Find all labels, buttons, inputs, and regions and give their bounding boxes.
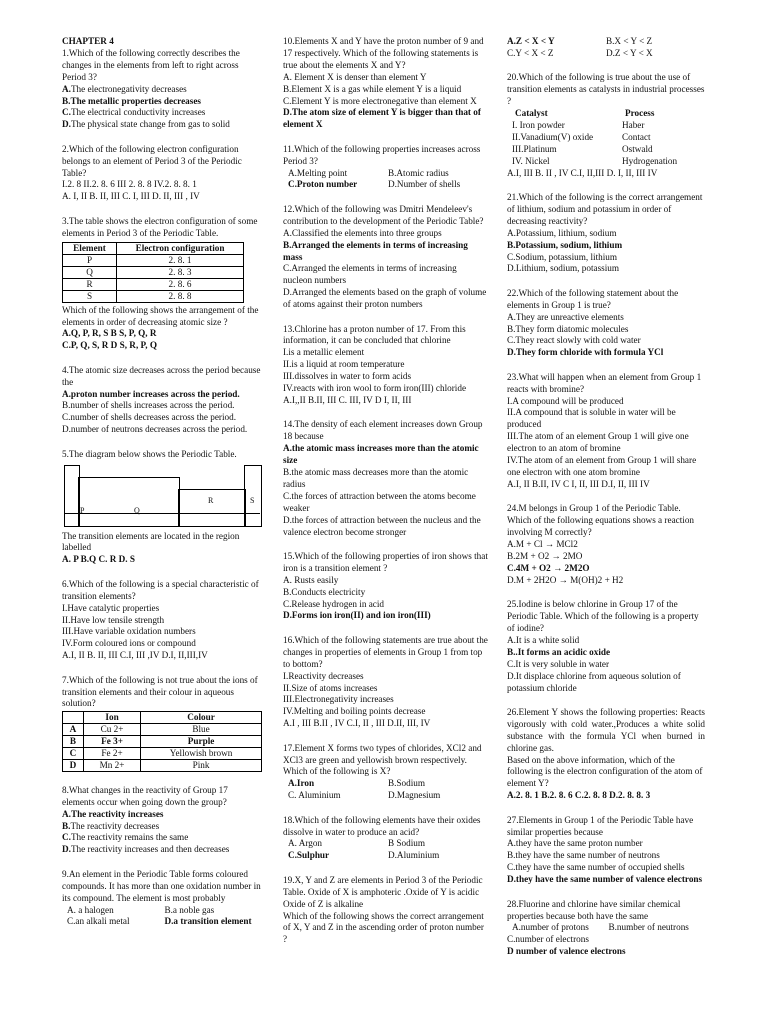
question-25 <box>507 599 705 694</box>
question-28 <box>507 899 705 959</box>
q24-stem: 24.M belongs in Group 1 of the Periodic Table. Which of the following equations shows a reaction involving M correctly? <box>507 503 695 538</box>
q2-stem: 2.Which of the following electron configuration belongs to an element of Period 3 of the Periodic Table? <box>62 143 242 178</box>
q19-stem: 19.X, Y and Z are elements in Period 3 of the Periodic Table. Oxide of X is amphoteric .Oxide of Y is acidic Oxide of Z is alkaline <box>283 874 483 909</box>
table-row: II.Vanadium(V) oxide Contact <box>512 131 651 142</box>
table-row: C Fe 2+ Yellowish brown <box>63 748 262 760</box>
q4-option-b: B.number of shells increases across the period. <box>62 400 235 411</box>
question-19-options <box>507 36 705 60</box>
q16-statement-i: I.Reactivity decreases <box>283 670 364 681</box>
q16-options: A.I , III B.II , IV C.I, II , III D.II, III, IV <box>283 718 431 729</box>
q17-option-c: C. Aluminium <box>288 790 341 801</box>
q21-stem: 21.Which of the following is the correct arrangement of lithium, sodium and potassium in order of decreasing reactivity? <box>507 191 703 226</box>
q17-option-a: A.Iron <box>288 778 315 789</box>
question-6 <box>62 579 262 662</box>
region-s-label: S <box>250 495 255 505</box>
q11-option-b: B.Atomic radius <box>388 167 449 178</box>
q9-option-b: B.a noble gas <box>164 904 215 915</box>
periodic-table-diagram <box>62 465 262 527</box>
q3-stem: 3.The table shows the electron configuration of some elements in Period 3 of the Periodic Table. <box>62 215 258 238</box>
question-1: 1.Which of the following correctly describes the changes in the elements from left to right across Period 3? A.The electronegativity decreases B.The metallic properties decreases C.The electrical conductivity increases D.The physical state change from gas to solid <box>62 48 262 131</box>
q25-stem: 25.Iodine is below chlorine in Group 17 of the Periodic Table. Which of the following is a property of iodine? <box>507 599 699 633</box>
q28-option-c: C.number of electrons <box>507 934 589 945</box>
question-4 <box>62 365 262 436</box>
q23-options: A.I, II B.II, IV C I, II, III D.I, II, III IV <box>507 478 650 489</box>
q11-stem: 11.Which of the following properties increases across Period 3? <box>283 143 481 166</box>
column-2 <box>283 36 488 959</box>
q21-option-c: C.Sodium, potassium, lithium <box>507 251 618 262</box>
question-23 <box>507 372 705 491</box>
q26-question: Based on the above information, which of the following is the electron configuration of the atom of element Y? <box>507 754 703 789</box>
q5-question: The transition elements are located in the region labelled <box>62 530 240 553</box>
q19-option-b: B.X < Y < Z <box>606 36 653 46</box>
question-13 <box>283 324 488 407</box>
question-3 <box>62 216 262 352</box>
q1-option-c: The electrical conductivity increases <box>70 107 206 118</box>
element-config-table <box>62 242 244 303</box>
q20-options: A.I, III B. II , IV C.I, II,III D. I, II, III IV <box>507 167 658 178</box>
q10-option-d: D.The atom size of element Y is bigger than that of element X <box>283 107 481 130</box>
q26-stem: 26.Element Y shows the following properties: Reacts vigorously with cold water.,Produces a white solid substance with the formula YCl when burned in chlorine gas. <box>507 706 705 753</box>
q13-statement-ii: II.is a liquid at room temperature <box>283 359 405 370</box>
question-20 <box>507 72 705 179</box>
q24-option-d: D.M + 2H2O → M(OH)2 + H2 <box>507 574 624 585</box>
q8-option-b: The reactivity decreases <box>70 820 160 831</box>
q13-statement-iv: IV.reacts with iron wool to form iron(III) chloride <box>283 383 467 394</box>
question-11 <box>283 144 488 192</box>
table-header: Ion <box>84 712 141 724</box>
q9-option-a: A. a halogen <box>67 904 114 915</box>
q18-option-c: C.Sulphur <box>288 850 330 861</box>
q28-stem: 28.Fluorine and chlorine have similar chemical properties because both have the same <box>507 898 681 921</box>
question-24 <box>507 503 705 586</box>
question-27 <box>507 815 705 886</box>
q23-stem: 23.What will happen when an element from Group 1 reacts with bromine? <box>507 371 702 394</box>
q25-option-c: C.It is very soluble in water <box>507 658 610 669</box>
table-row: S 2. 8. 8 <box>63 290 244 302</box>
q14-option-a: A.the atomic mass increases more than the atomic size <box>283 443 479 466</box>
table-header: Colour <box>141 712 262 724</box>
table-row: IV. Nickel Hydrogenation <box>512 155 678 166</box>
q28-option-d: D number of valence electrons <box>507 946 626 957</box>
q17-option-d: D.Magnesium <box>388 790 441 801</box>
q1-option-d: The physical state change from gas to solid <box>70 119 230 130</box>
q21-option-a: A.Potassium, lithium, sodium <box>507 227 617 238</box>
q6-statement-i: I.Have catalytic properties <box>62 602 160 613</box>
region-p-label: P <box>80 505 85 515</box>
process-header: Process <box>625 108 655 119</box>
q15-option-a: A. Rusts easily <box>283 574 339 585</box>
ion-colour-table <box>62 711 262 772</box>
question-18 <box>283 815 488 863</box>
q19-question: Which of the following shows the correct arrangement of X, Y and Z in the ascending order of proton number ? <box>283 910 484 945</box>
table-row: D Mn 2+ Pink <box>63 760 262 772</box>
question-10 <box>283 36 488 131</box>
q8-option-c: The reactivity remains the same <box>70 832 189 843</box>
question-2 <box>62 144 262 204</box>
q27-stem: 27.Elements in Group 1 of the Periodic Table have similar properties because <box>507 814 694 837</box>
q6-statement-ii: II.Have low tensile strength <box>62 614 165 625</box>
q27-option-d: D.they have the same number of valence electrons <box>507 874 703 885</box>
q1-option-b: The metallic properties decreases <box>70 95 201 106</box>
table-row: P 2. 8. 1 <box>63 254 244 266</box>
q13-statement-iii: III.dissolves in water to form acids <box>283 371 412 382</box>
table-row: A Cu 2+ Blue <box>63 724 262 736</box>
q16-statement-ii: II.Size of atoms increases <box>283 682 378 693</box>
q23-statement-iv: IV.The atom of an element from Group 1 will share one electron with one atom bromine <box>507 455 697 477</box>
q21-option-d: D.Lithium, sodium, potassium <box>507 263 620 274</box>
q5-options: A. P B.Q C. R D. S <box>62 554 135 565</box>
q15-option-d: D.Forms ion iron(II) and ion iron(III) <box>283 610 431 621</box>
q8-option-a: The reactivity increases <box>70 808 164 819</box>
q28-option-b: B.number of neutrons <box>608 922 689 933</box>
q12-stem: 12.Which of the following was Dmitri Mendeleev's contribution to the development of the Periodic Table? <box>283 203 484 226</box>
table-row: III.Platinum Ostwald <box>512 143 653 154</box>
q1-stem: 1.Which of the following correctly describes the changes in the elements from left to right across Period 3? <box>62 47 240 82</box>
table-row: I. Iron powder Haber <box>512 119 645 130</box>
question-21 <box>507 192 705 275</box>
question-5 <box>62 449 262 567</box>
q16-statement-iii: III.Electronegativity increases <box>283 694 394 705</box>
q11-option-c: C.Proton number <box>288 179 358 190</box>
q11-option-d: D.Number of shells <box>388 179 461 190</box>
q10-option-c: C.Element Y is more electronegative than element X <box>283 95 477 106</box>
question-26 <box>507 707 705 802</box>
q28-option-a: A.number of protons <box>512 922 589 933</box>
q2-numerals: I.2. 8 II.2. 8. 6 III 2. 8. 8 IV.2. 8. 8. 1 <box>62 179 197 190</box>
q9-option-c: C.an alkali metal <box>67 916 130 927</box>
question-16 <box>283 635 488 730</box>
question-15 <box>283 551 488 622</box>
q14-option-d: D.the forces of attraction between the nucleus and the valence electron become stronger <box>283 514 481 537</box>
region-r-label: R <box>208 495 214 505</box>
table-row: R 2. 8. 6 <box>63 278 244 290</box>
q15-stem: 15.Which of the following properties of iron shows that iron is a transition element ? <box>283 550 488 573</box>
q18-option-d: D.Aluminium <box>388 850 440 861</box>
table-header: Element <box>63 242 117 254</box>
table-header: Electron configuration <box>117 242 244 254</box>
q19-option-c: C.Y < X < Z <box>507 47 554 58</box>
q11-option-a: A.Melting point <box>288 167 348 178</box>
q6-statement-iii: III.Have variable oxidation numbers <box>62 626 196 637</box>
q13-statement-i: I.is a metallic element <box>283 347 365 358</box>
q12-option-c: C.Arranged the elements in terms of increasing nucleon numbers <box>283 263 457 286</box>
q17-option-b: B.Sodium <box>388 778 426 789</box>
q8-option-d: The reactivity increases and then decreases <box>70 844 230 855</box>
question-19 <box>283 875 488 946</box>
q22-option-c: C.They react slowly with cold water <box>507 335 641 346</box>
q26-options: A.2. 8. 1 B.2. 8. 6 C.2. 8. 8 D.2. 8. 8. 3 <box>507 790 651 801</box>
q20-stem: 20.Which of the following is true about the use of transition elements as catalysts in industrial processes ? <box>507 72 705 107</box>
q4-option-d: D.number of neutrons decreases across the period. <box>62 424 248 435</box>
q10-stem: 10.Elements X and Y have the proton number of 9 and 17 respectively. Which of the following statements is true about the elements X and Y? <box>283 36 484 70</box>
q16-stem: 16.Which of the following statements are true about the changes in properties of elements in Group 1 from top to bottom? <box>283 634 488 669</box>
q14-option-b: B.the atomic mass decreases more than the atomic radius <box>283 467 469 489</box>
q7-stem: 7.Which of the following is not true about the ions of transition elements and their colour in aqueous solution? <box>62 674 258 709</box>
q14-option-c: C.the forces of attraction between the atoms become weaker <box>283 490 476 513</box>
q9-option-d: D.a transition element <box>164 916 252 927</box>
q18-option-a: A. Argon <box>288 838 323 849</box>
q5-stem: 5.The diagram below shows the Periodic Table. <box>62 448 237 459</box>
column-1 <box>62 36 262 941</box>
q27-option-b: B.they have the same number of neutrons <box>507 850 660 861</box>
question-22 <box>507 288 705 359</box>
q1-option-a: The electronegativity decreases <box>70 83 187 94</box>
q23-statement-i: I.A compound will be produced <box>507 395 624 406</box>
q3-question: Which of the following shows the arrangement of the elements in order of decreasing atomic size ? <box>62 304 259 327</box>
q9-stem: 9.An element in the Periodic Table forms coloured compounds. It has more than one oxidation number in its compound. The element is most probably <box>62 868 261 903</box>
question-9 <box>62 869 262 929</box>
q22-option-a: A.They are unreactive elements <box>507 311 624 322</box>
question-7 <box>62 675 262 773</box>
q8-stem: 8.What changes in the reactivity of Group 17 elements occur when going down the group? <box>62 784 228 807</box>
q27-option-c: C.they have the same number of occupied shells <box>507 862 685 873</box>
catalyst-header: Catalyst <box>515 108 548 119</box>
q18-option-b: B Sodium <box>388 838 426 849</box>
q22-option-b: B.They form diatomic molecules <box>507 323 629 334</box>
q19-option-d: D.Z < Y < X <box>606 47 653 58</box>
column-3 <box>507 36 705 971</box>
q22-stem: 22.Which of the following statement about the elements in Group 1 is true? <box>507 287 679 310</box>
q25-option-d: D.It displace chlorine from aqueous solution of potassium chloride <box>507 670 681 693</box>
q3-options-1: A.Q, P, R, S B S, P, Q, R <box>62 328 157 339</box>
q21-option-b: B.Potassium, sodium, lithium <box>507 239 623 250</box>
question-17 <box>283 743 488 803</box>
q23-statement-ii: II.A compound that is soluble in water will be produced <box>507 407 676 430</box>
q19-option-a: A.Z < X < Y <box>507 36 555 46</box>
table-row: Q 2. 8. 3 <box>63 266 244 278</box>
q10-option-a: A. Element X is denser than element Y <box>283 71 427 82</box>
q24-option-b: B.2M + O2 → 2MO <box>507 550 583 561</box>
region-q-label: Q <box>134 505 140 515</box>
q3-options-2: C.P, Q, S, R D S, R, P, Q <box>62 340 158 351</box>
q27-option-a: A.they have the same proton number <box>507 838 643 849</box>
q4-option-c: C.number of shells decreases across the period. <box>62 412 236 423</box>
q25-option-b: B..It forms an acidic oxide <box>507 646 611 657</box>
q4-option-a: A.proton number increases across the period. <box>62 388 240 399</box>
q24-option-c: C.4M + O2 → 2M2O <box>507 562 590 573</box>
q6-options: A.I, II B. II, III C.I, III ,IV D.I, II,III,IV <box>62 650 208 661</box>
q12-option-a: A.Classified the elements into three groups <box>283 227 442 238</box>
question-8: 8.What changes in the reactivity of Group 17 elements occur when going down the group? A.The reactivity increases B.The reactivity decreases C.The reactivity remains the same D.The reactivity increases and then decreases <box>62 785 262 856</box>
q13-options: A.I,,II B.II, III C. III, IV D I, II, III <box>283 394 412 405</box>
q22-option-d: D.They form chloride with formula YCl <box>507 347 664 358</box>
q23-statement-iii: III.The atom of an element Group 1 will give one electron to an atom of bromine <box>507 431 689 454</box>
question-14 <box>283 419 488 538</box>
q12-option-d: D.Arranged the elements based on the graph of volume of atoms against their proton numbers <box>283 287 487 310</box>
q16-statement-iv: IV.Melting and boiling points decrease <box>283 706 426 717</box>
q12-option-b: B.Arranged the elements in terms of increasing mass <box>283 239 468 262</box>
q4-stem: 4.The atomic size decreases across the period because the <box>62 364 261 387</box>
chapter-title: CHAPTER 4 <box>62 36 114 46</box>
table-row: B Fe 3+ Purple <box>63 736 262 748</box>
q18-stem: 18.Which of the following elements have their oxides dissolve in water to produce an acid? <box>283 814 481 837</box>
q2-options: A. I, II B. II, III C. I, III D. II, III , IV <box>62 191 200 202</box>
q15-option-b: B.Conducts electricity <box>283 586 366 597</box>
q6-stem: 6.Which of the following is a special characteristic of transition elements? <box>62 578 259 601</box>
q17-stem: 17.Element X forms two types of chlorides, XCl2 and XCl3 are green and yellowish brown respectively. Which of the following is X? <box>283 742 482 777</box>
question-12 <box>283 204 488 311</box>
q14-stem: 14.The density of each element increases down Group 18 because <box>283 419 483 442</box>
q25-option-a: A.It is a white solid <box>507 634 580 645</box>
q13-stem: 13.Chlorine has a proton number of 17. From this information, it can be concluded that chlorine <box>283 323 466 346</box>
q6-statement-iv: IV.Form coloured ions or compound <box>62 638 196 649</box>
q15-option-c: C.Release hydrogen in acid <box>283 598 385 609</box>
q24-option-a: A.M + Cl → MCl2 <box>507 539 578 550</box>
q10-option-b: B.Element X is a gas while element Y is a liquid <box>283 83 462 94</box>
